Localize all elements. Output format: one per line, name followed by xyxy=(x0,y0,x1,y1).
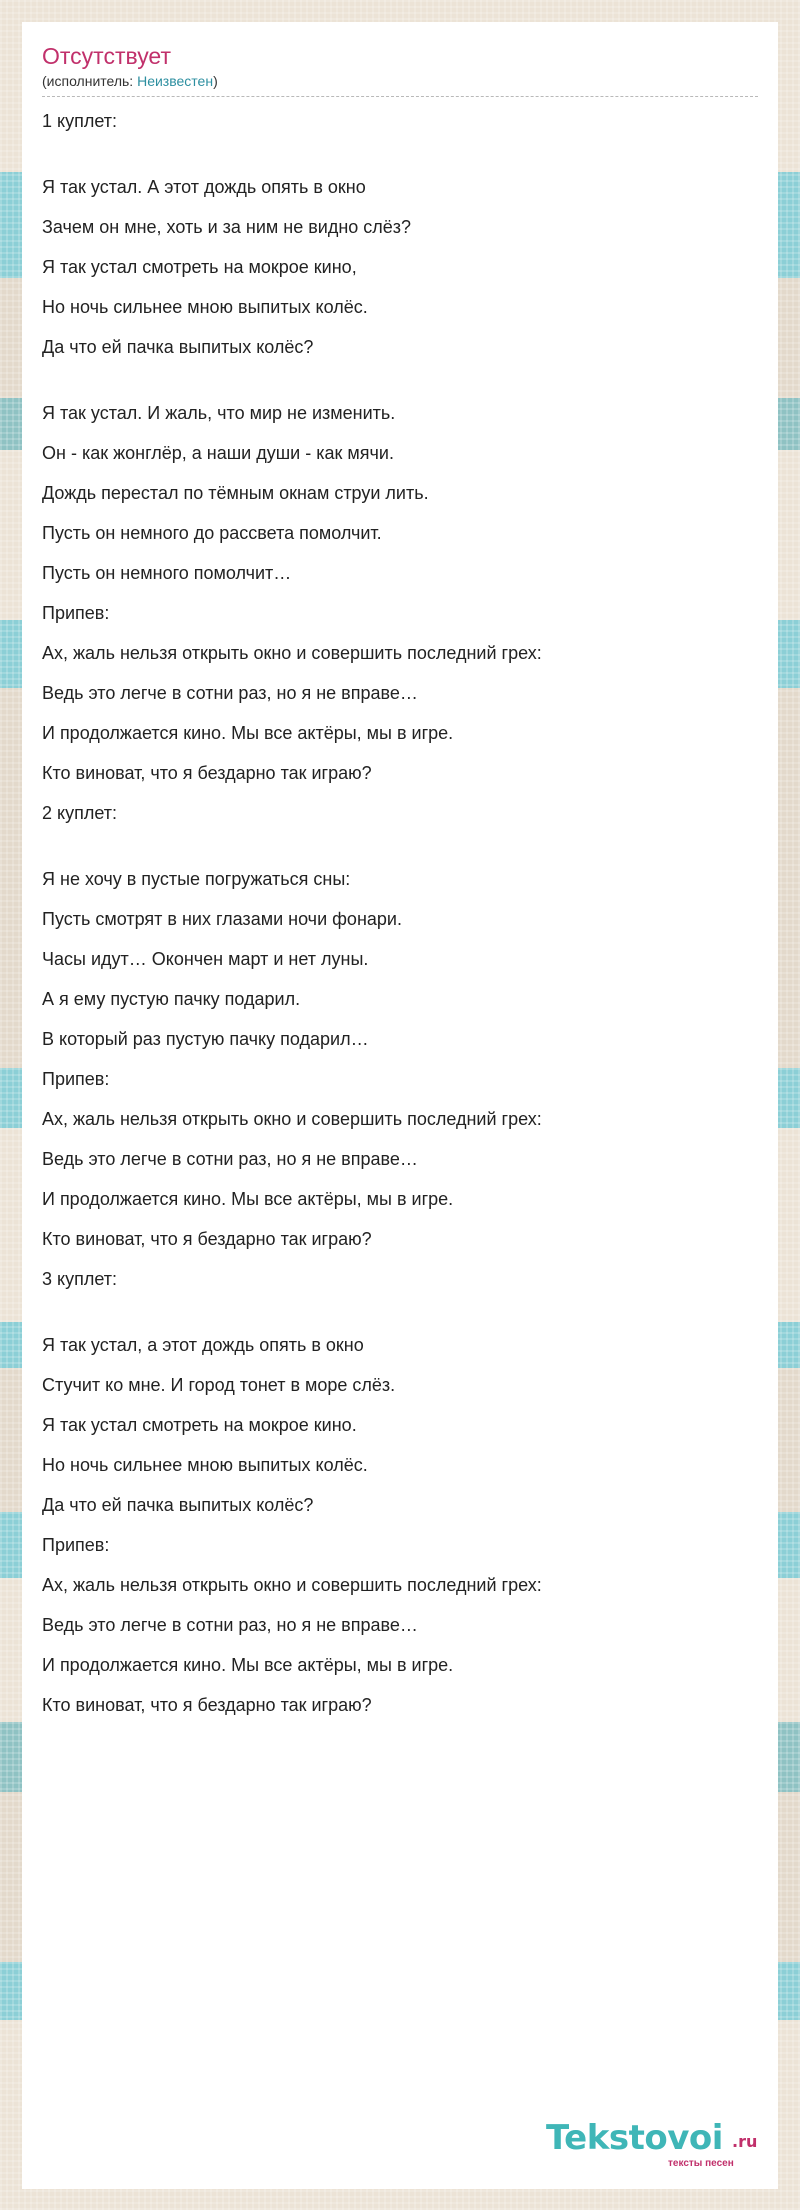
lyric-line: 2 куплет: xyxy=(42,803,117,823)
lyric-line: Я не хочу в пустые погружаться сны: xyxy=(42,869,351,889)
song-title: Отсутствует xyxy=(42,43,171,69)
lyric-line: Кто виноват, что я бездарно так играю? xyxy=(42,763,372,783)
lyric-line: Я так устал смотреть на мокрое кино, xyxy=(42,257,357,277)
lyric-line: Зачем он мне, хоть и за ним не видно слёз? xyxy=(42,217,412,237)
tekstovoi-logo[interactable] xyxy=(546,2118,776,2180)
artist-link[interactable]: Неизвестен xyxy=(137,73,214,89)
lyric-line: Припев: xyxy=(42,603,110,623)
lyric-line: Кто виноват, что я бездарно так играю? xyxy=(42,1695,372,1715)
lyrics-card xyxy=(22,22,778,2189)
lyric-line: Ведь это легче в сотни раз, но я не вправе… xyxy=(42,683,418,703)
lyric-line: 1 куплет: xyxy=(42,111,117,131)
lyric-line: И продолжается кино. Мы все актёры, мы в игре. xyxy=(42,1189,454,1209)
lyrics-text xyxy=(42,95,758,1731)
artist-suffix: ) xyxy=(213,73,218,89)
lyric-line: Пусть смотрят в них глазами ночи фонари. xyxy=(42,909,402,929)
lyric-line: Я так устал. А этот дождь опять в окно xyxy=(42,177,366,197)
lyric-line: Ах, жаль нельзя открыть окно и совершить последний грех: xyxy=(42,1575,542,1595)
lyric-line: Ах, жаль нельзя открыть окно и совершить последний грех: xyxy=(42,643,542,663)
lyric-line: Ах, жаль нельзя открыть окно и совершить последний грех: xyxy=(42,1109,542,1129)
lyric-line: И продолжается кино. Мы все актёры, мы в игре. xyxy=(42,1655,454,1675)
lyric-line: А я ему пустую пачку подарил. xyxy=(42,989,301,1009)
lyric-line: Я так устал. И жаль, что мир не изменить. xyxy=(42,403,396,423)
lyric-line: Я так устал смотреть на мокрое кино. xyxy=(42,1415,357,1435)
lyric-line: Но ночь сильнее мною выпитых колёс. xyxy=(42,1455,368,1475)
lyric-line: И продолжается кино. Мы все актёры, мы в игре. xyxy=(42,723,454,743)
lyric-line: Кто виноват, что я бездарно так играю? xyxy=(42,1229,372,1249)
lyric-line: Пусть он немного до рассвета помолчит. xyxy=(42,523,382,543)
lyric-line: Ведь это легче в сотни раз, но я не вправе… xyxy=(42,1149,418,1169)
lyric-line: Припев: xyxy=(42,1069,110,1089)
logo-tagline: тексты песен xyxy=(668,2158,734,2169)
lyric-line: Дождь перестал по тёмным окнам струи лить. xyxy=(42,483,429,503)
lyric-line: 3 куплет: xyxy=(42,1269,117,1289)
lyric-line: Ведь это легче в сотни раз, но я не вправе… xyxy=(42,1615,418,1635)
lyric-line: Припев: xyxy=(42,1535,110,1555)
lyric-line: Но ночь сильнее мною выпитых колёс. xyxy=(42,297,368,317)
lyric-line: Я так устал, а этот дождь опять в окно xyxy=(42,1335,364,1355)
logo-wordmark: Tekstovoi xyxy=(546,2118,723,2158)
logo-tld: .ru xyxy=(732,2132,758,2151)
artist-prefix: (исполнитель: xyxy=(42,73,138,89)
lyric-line: Стучит ко мне. И город тонет в море слёз. xyxy=(42,1375,396,1395)
lyric-line: Пусть он немного помолчит… xyxy=(42,563,292,583)
lyric-line: Да что ей пачка выпитых колёс? xyxy=(42,1495,314,1515)
lyric-line: Часы идут… Окончен март и нет луны. xyxy=(42,949,369,969)
artist-line xyxy=(42,72,758,97)
lyric-line: В который раз пустую пачку подарил… xyxy=(42,1029,369,1049)
lyric-line: Да что ей пачка выпитых колёс? xyxy=(42,337,314,357)
lyric-line: Он - как жонглёр, а наши души - как мячи. xyxy=(42,443,394,463)
